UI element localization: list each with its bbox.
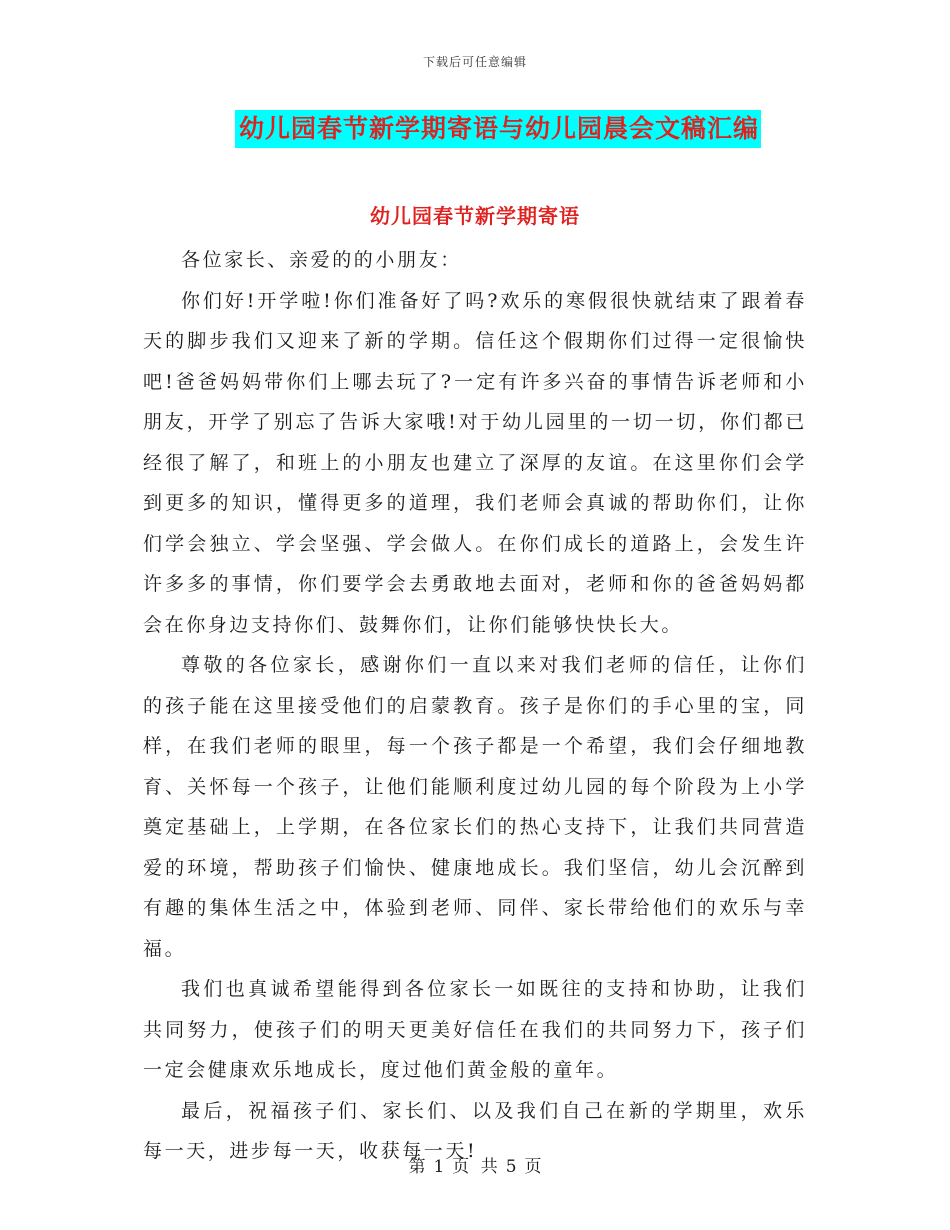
footer-suffix: 页 xyxy=(524,1157,542,1177)
paragraph-greeting: 各位家长、亲爱的的小朋友： xyxy=(181,249,462,271)
total-page-count: 5 xyxy=(505,1157,517,1177)
footer-prefix: 第 xyxy=(408,1157,426,1177)
current-page-number: 1 xyxy=(433,1157,445,1177)
section-title: 幼儿园春节新学期寄语 xyxy=(370,204,580,228)
paragraph: 我们也真诚希望能得到各位家长一如既往的支持和协助，让我们共同努力，使孩子们的明天更美好信任在我们的共同努力下，孩子们一定会健康欢乐地成长，度过他们黄金般的童年。 xyxy=(143,978,807,1081)
paragraph: 尊敬的各位家长，感谢你们一直以来对我们老师的信任，让你们的孩子能在这里接受他们的启蒙教育。孩子是你们的手心里的宝，同样，在我们老师的眼里，每一个孩子都是一个希望，我们会仔细地教育、关怀每一个孩子，让他们能顺利度过幼儿园的每个阶段为上小学奠定基础上，上学期，在各位家长们的热心支持下，让我们共同营造爱的环境，帮助孩子们愉快、健康地成长。我们坚信，幼儿会沉醉到有趣的集体生活之中，体验到老师、同伴、家长带给他们的欢乐与幸福。 xyxy=(143,654,807,960)
paragraph: 你们好!开学啦!你们准备好了吗?欢乐的寒假很快就结束了跟着春天的脚步我们又迎来了新的学期。信任这个假期你们过得一定很愉快吧!爸爸妈妈带你们上哪去玩了?一定有许多兴奋的事情告诉老师和小朋友，开学了别忘了告诉大家哦!对于幼儿园里的一切一切，你们都已经很了解了，和班上的小朋友也建立了深厚的友谊。在这里你们会学到更多的知识，懂得更多的道理，我们老师会真诚的帮助你们，让你们学会独立、学会坚强、学会做人。在你们成长的道路上，会发生许许多多的事情，你们要学会去勇敢地去面对，老师和你的爸爸妈妈都会在你身边支持你们、鼓舞你们，让你们能够快快长大。 xyxy=(143,289,807,636)
page-footer xyxy=(0,1152,950,1177)
document-title-container xyxy=(0,110,950,148)
header-note: 下载后可任意编辑 xyxy=(422,55,527,69)
footer-middle: 页 共 xyxy=(452,1157,498,1177)
document-body xyxy=(143,240,807,1172)
document-title: 幼儿园春节新学期寄语与幼儿园晨会文稿汇编 xyxy=(235,110,761,148)
paragraph-closing: 最后，祝福孩子们、家长们、以及我们自己在新的学期里，欢乐每一天，进步每一天，收获每一天! xyxy=(143,1099,807,1162)
